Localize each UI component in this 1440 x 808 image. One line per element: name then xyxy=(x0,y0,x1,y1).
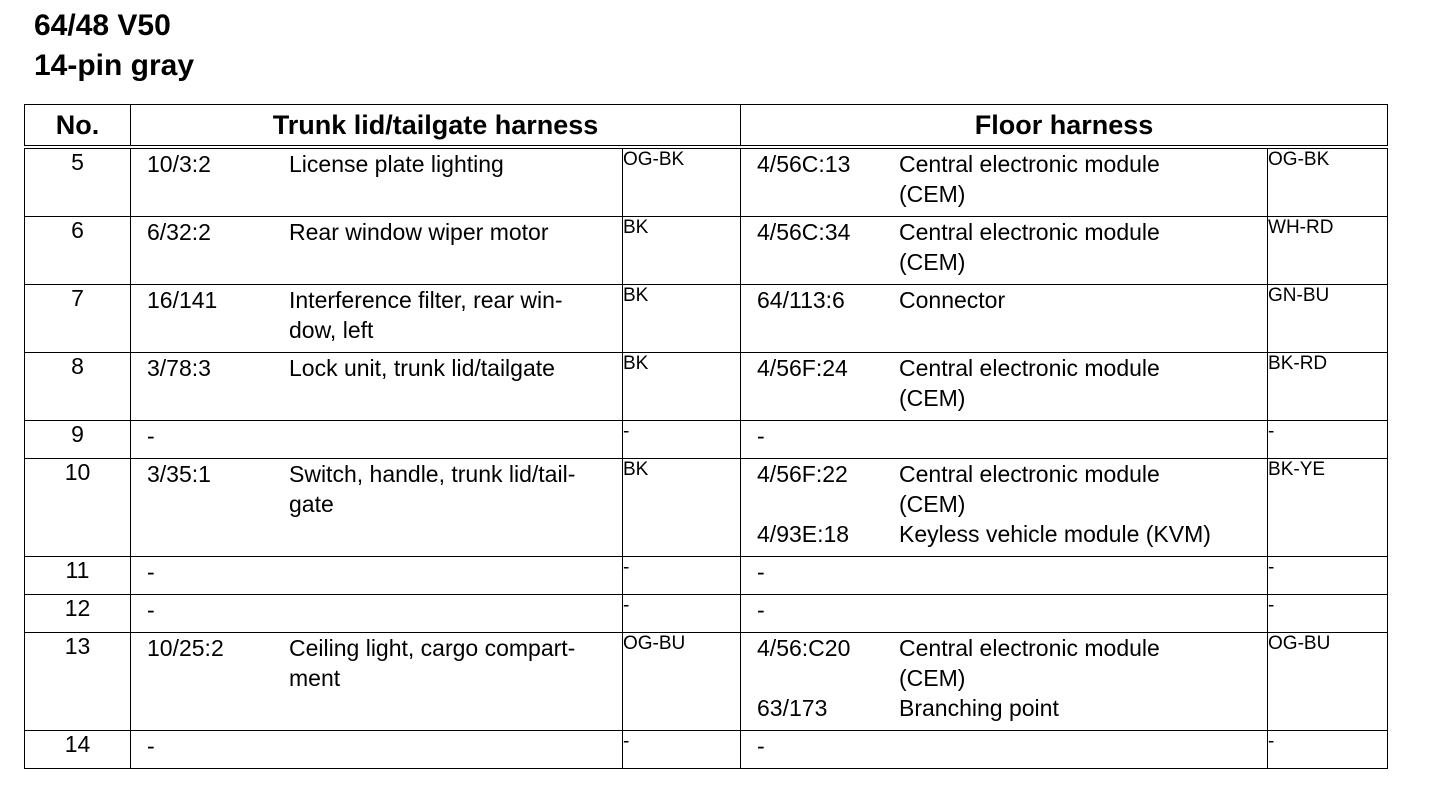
pin-number: 12 xyxy=(25,595,131,633)
floor-connection xyxy=(741,285,1268,353)
floor-code: - xyxy=(757,597,765,623)
page-title: 64/48 V50 xyxy=(34,9,171,42)
floor-connection xyxy=(741,147,1268,217)
trunk-desc-cont: gate xyxy=(289,491,334,517)
floor-connection xyxy=(741,595,1268,633)
floor-code: 63/173 xyxy=(757,695,828,721)
trunk-code: 10/3:2 xyxy=(147,151,211,177)
floor-desc: Central electronic module xyxy=(899,355,1160,381)
floor-code: 4/56C:34 xyxy=(757,219,851,245)
pin-table xyxy=(24,104,1388,769)
trunk-wire-color: OG-BK xyxy=(623,147,741,217)
floor-wire-color: - xyxy=(1268,595,1388,633)
pin-number: 13 xyxy=(25,633,131,731)
trunk-desc-cont: ment xyxy=(289,665,341,691)
floor-code xyxy=(741,179,899,209)
page-subtitle: 14-pin gray xyxy=(34,49,195,82)
floor-desc: (CEM) xyxy=(899,385,966,411)
pin-number: 5 xyxy=(25,147,131,217)
floor-wire-color: OG-BK xyxy=(1268,147,1388,217)
trunk-connection xyxy=(131,217,623,285)
table-row xyxy=(25,217,1388,285)
floor-desc: Connector xyxy=(899,287,1006,313)
trunk-desc: Interference filter, rear win- xyxy=(289,287,563,313)
floor-code xyxy=(741,489,899,519)
floor-desc: (CEM) xyxy=(899,665,966,691)
floor-connection xyxy=(741,557,1268,595)
trunk-wire-color: BK xyxy=(623,217,741,285)
pin-number: 9 xyxy=(25,421,131,459)
trunk-code: 3/35:1 xyxy=(147,461,211,487)
trunk-connection xyxy=(131,633,623,731)
floor-code: - xyxy=(757,559,765,585)
floor-desc xyxy=(899,595,1267,625)
table-row xyxy=(25,633,1388,731)
trunk-wire-color: - xyxy=(623,421,741,459)
trunk-desc: Rear window wiper motor xyxy=(289,219,549,245)
floor-code: 4/56F:24 xyxy=(757,355,848,381)
floor-wire-color: - xyxy=(1268,421,1388,459)
table-row xyxy=(25,421,1388,459)
trunk-connection xyxy=(131,459,623,557)
trunk-code: - xyxy=(147,597,155,623)
floor-desc: Central electronic module xyxy=(899,151,1160,177)
trunk-wire-color: BK xyxy=(623,353,741,421)
column-header-no: No. xyxy=(25,105,131,148)
floor-connection xyxy=(741,731,1268,769)
trunk-wire-color: BK xyxy=(623,285,741,353)
floor-code: 4/93E:18 xyxy=(757,521,850,547)
floor-desc xyxy=(899,421,1267,451)
floor-wire-color: BK-RD xyxy=(1268,353,1388,421)
trunk-desc-cont: dow, left xyxy=(289,317,374,343)
trunk-code: 3/78:3 xyxy=(147,355,211,381)
pin-number: 7 xyxy=(25,285,131,353)
floor-desc: Central electronic module xyxy=(899,219,1160,245)
trunk-connection xyxy=(131,595,623,633)
trunk-desc xyxy=(289,731,622,761)
trunk-wire-color: - xyxy=(623,731,741,769)
floor-connection xyxy=(741,633,1268,731)
floor-desc: (CEM) xyxy=(899,491,966,517)
trunk-connection xyxy=(131,557,623,595)
floor-connection xyxy=(741,353,1268,421)
pin-number: 14 xyxy=(25,731,131,769)
trunk-connection xyxy=(131,285,623,353)
trunk-connection xyxy=(131,421,623,459)
table-row xyxy=(25,353,1388,421)
trunk-desc xyxy=(289,557,622,587)
trunk-wire-color: BK xyxy=(623,459,741,557)
column-header-trunk: Trunk lid/tailgate harness xyxy=(131,105,741,148)
floor-wire-color: GN-BU xyxy=(1268,285,1388,353)
table-row xyxy=(25,557,1388,595)
floor-desc: Keyless vehicle module (KVM) xyxy=(899,521,1211,547)
table-row xyxy=(25,595,1388,633)
trunk-desc: Switch, handle, trunk lid/tail- xyxy=(289,461,576,487)
trunk-code: - xyxy=(147,559,155,585)
floor-connection xyxy=(741,217,1268,285)
floor-code: - xyxy=(757,733,765,759)
floor-code: - xyxy=(757,423,765,449)
trunk-connection xyxy=(131,731,623,769)
floor-wire-color: OG-BU xyxy=(1268,633,1388,731)
floor-wire-color: BK-YE xyxy=(1268,459,1388,557)
floor-wire-color: - xyxy=(1268,731,1388,769)
trunk-wire-color: OG-BU xyxy=(623,633,741,731)
trunk-code: - xyxy=(147,733,155,759)
trunk-wire-color: - xyxy=(623,595,741,633)
pin-number: 6 xyxy=(25,217,131,285)
floor-desc: Branching point xyxy=(899,695,1059,721)
floor-wire-color: - xyxy=(1268,557,1388,595)
floor-desc: Central electronic module xyxy=(899,635,1160,661)
pin-number: 11 xyxy=(25,557,131,595)
floor-connection xyxy=(741,421,1268,459)
trunk-code: 16/141 xyxy=(147,287,218,313)
trunk-code: 10/25:2 xyxy=(147,635,224,661)
floor-desc xyxy=(899,731,1267,761)
table-header-row xyxy=(25,105,1388,148)
floor-wire-color: WH-RD xyxy=(1268,217,1388,285)
floor-desc: Central electronic module xyxy=(899,461,1160,487)
floor-code xyxy=(741,383,899,413)
floor-desc: (CEM) xyxy=(899,181,966,207)
floor-connection xyxy=(741,459,1268,557)
trunk-desc: License plate lighting xyxy=(289,151,504,177)
floor-code xyxy=(741,247,899,277)
trunk-connection xyxy=(131,147,623,217)
trunk-connection xyxy=(131,353,623,421)
floor-code xyxy=(741,663,899,693)
floor-desc xyxy=(899,557,1267,587)
table-row xyxy=(25,459,1388,557)
column-header-floor: Floor harness xyxy=(741,105,1388,148)
pin-number: 10 xyxy=(25,459,131,557)
trunk-wire-color: - xyxy=(623,557,741,595)
trunk-code: 6/32:2 xyxy=(147,219,211,245)
trunk-desc xyxy=(289,595,622,625)
trunk-desc: Ceiling light, cargo compart- xyxy=(289,635,576,661)
floor-desc: (CEM) xyxy=(899,249,966,275)
table-row xyxy=(25,285,1388,353)
trunk-desc: Lock unit, trunk lid/tailgate xyxy=(289,355,555,381)
table-row xyxy=(25,147,1388,217)
floor-code: 4/56:C20 xyxy=(757,635,851,661)
floor-code: 64/113:6 xyxy=(757,287,845,313)
floor-code: 4/56C:13 xyxy=(757,151,851,177)
pin-number: 8 xyxy=(25,353,131,421)
table-row xyxy=(25,731,1388,769)
trunk-desc xyxy=(289,421,622,451)
floor-code: 4/56F:22 xyxy=(757,461,848,487)
trunk-code: - xyxy=(147,423,155,449)
